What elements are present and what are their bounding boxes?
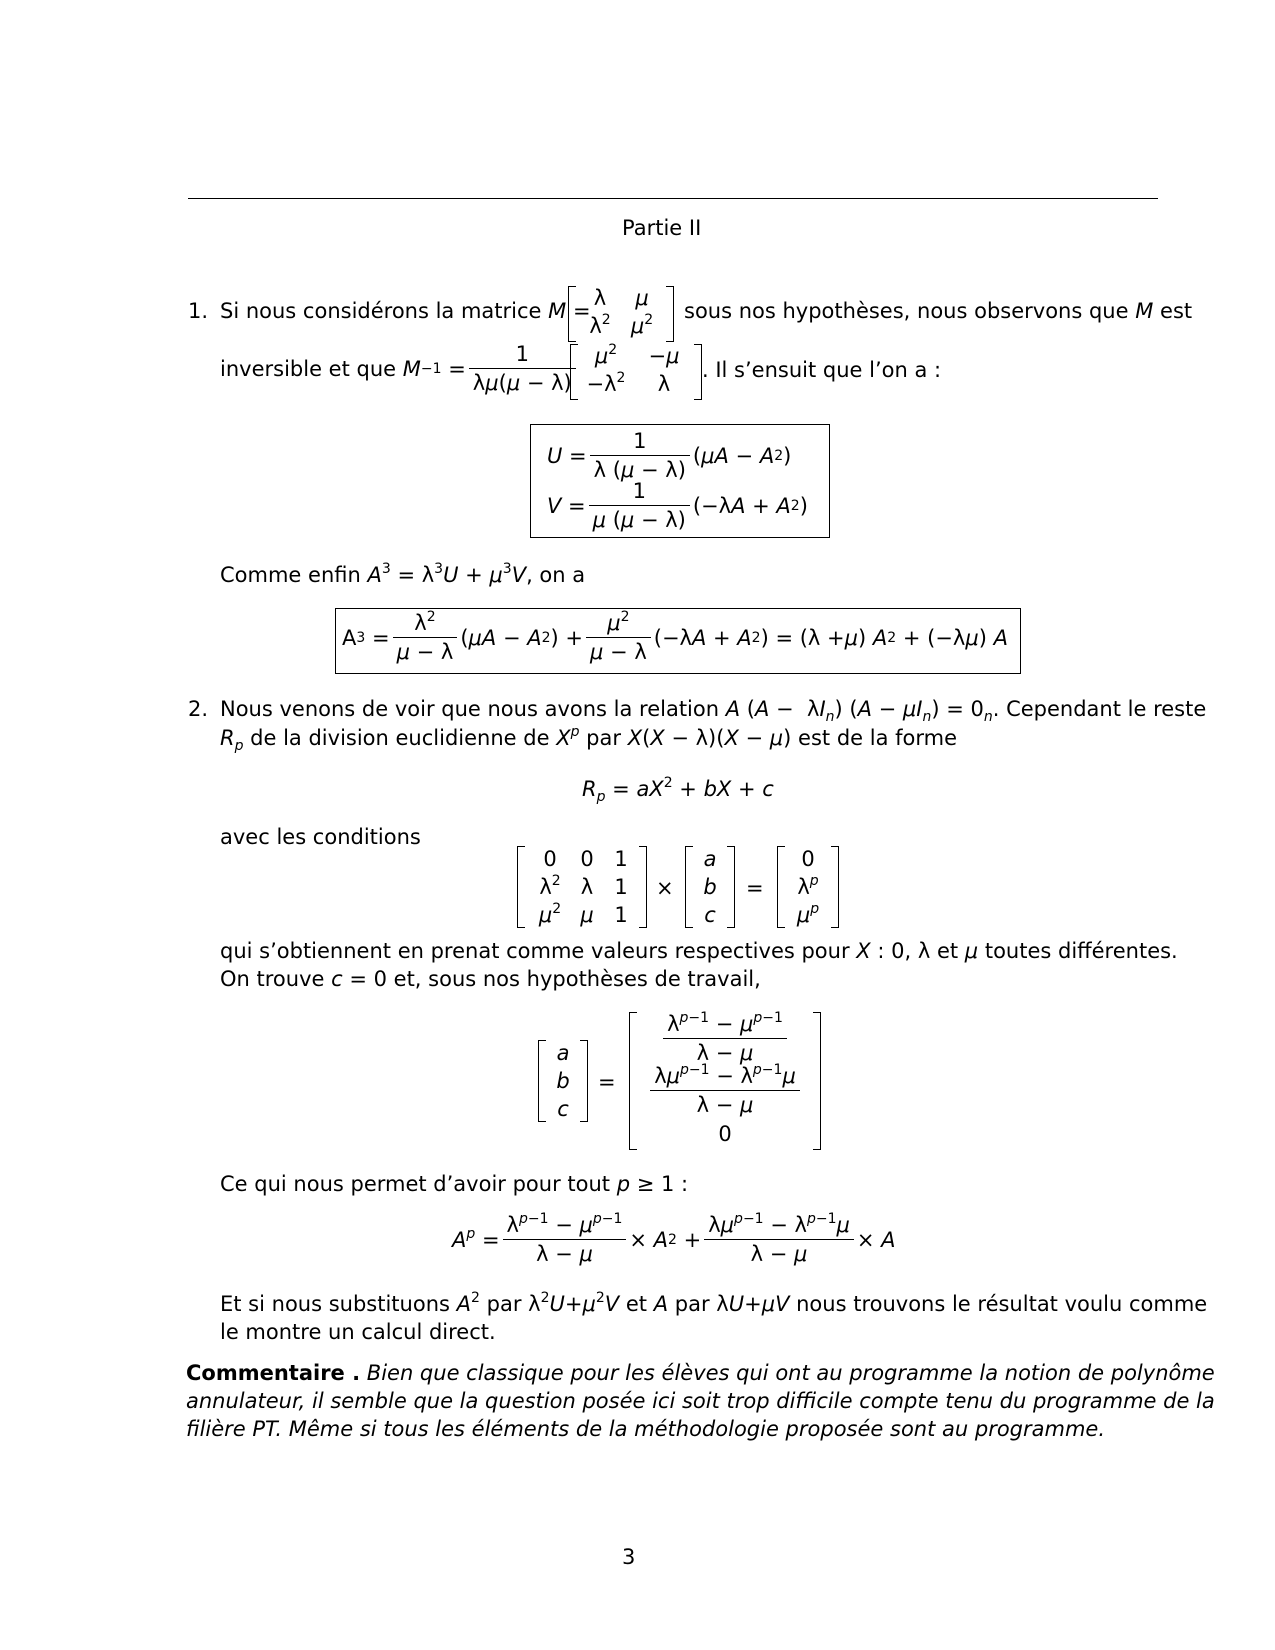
conditions-label: avec les conditions [220, 825, 421, 849]
formula-Ap: $A^p$ = $\frac{\lambda^{p-1} - \mu^{p-1}}{\lambda - \mu}$ × A 2 + $\frac{\lambda\mu^{p-1} - \lambda^{p-1}\mu}{\lambda - \mu}$ × A [452, 1211, 896, 1267]
times-sign: × [656, 876, 674, 900]
vector-abc: a b c [685, 846, 735, 928]
vector-abc-2: a b c [538, 1040, 588, 1122]
solution-b: $\frac{\lambda\mu^{p-1} - \lambda^{p-1}\mu}{\lambda - \mu}$ [629, 1064, 821, 1117]
q1-line1-after: sous nos hypothèses, nous observons que M est [684, 299, 1193, 323]
q2-subst-line1: Et si nous substituons $A^2$ par $\lambda^2U+\mu^2V$ et A par λU+μV nous trouvons le résultat voulu comme [220, 1290, 1208, 1316]
q1-line2: inversible et que M −1 = $\frac{1}{\lambda\mu(\mu - \lambda)}$ [220, 342, 579, 395]
comment-line2: annulateur, il semble que la question posée ici soit trop difficile compte tenu du programme de la [186, 1389, 1215, 1413]
matrix-M: λ μ $\lambda^2$ $\mu^2$ [568, 286, 674, 342]
q2-line2: $R_p$ de la division euclidienne de $X^p$ par X(X − λ)(X − μ) est de la forme [220, 724, 958, 754]
formula-V: V = $\frac{1}{\mu (\mu - \lambda)}$ (−λ A + A 2 ) [547, 479, 808, 533]
box-U-V [530, 424, 830, 538]
q2-on-trouve: On trouve c = 0 et, sous nos hypothèses de travail, [220, 967, 761, 991]
formula-U: U = $\frac{1}{\lambda (\mu - \lambda)}$ ( μ A − A 2 ) [547, 429, 792, 483]
q2-values-line: qui s’obtiennent en prenat comme valeurs respectives pour X : 0, λ et μ toutes différentes. [220, 939, 1178, 963]
solution-a: $\frac{\lambda^{p-1} - \mu^{p-1}}{\lambda - \mu}$ [629, 1012, 821, 1065]
comment-line3: filière PT. Même si tous les éléments de la méthodologie proposée sont au programme. [186, 1417, 1106, 1441]
q2-line1: Nous venons de voir que nous avons la relation A $(A - \lambda I_n)$ $(A - \mu I_n) = 0_n$. Cependant le reste [220, 697, 1207, 725]
header-rule [188, 198, 1158, 199]
vector-rhs: 0 $\lambda^p$ $\mu^p$ [777, 846, 839, 928]
page-number: 3 [622, 1545, 636, 1569]
box-A3 [335, 608, 1021, 674]
formula-Rp: $R_p = aX^2$ + bX + c [582, 775, 774, 805]
matrix-vandermonde: 0 0 1 $\lambda^2$ λ 1 $\mu^2$ μ 1 [517, 846, 647, 928]
solution-c: 0 [718, 1122, 732, 1146]
equals-sign-2: = [598, 1070, 616, 1094]
q2-permet: Ce qui nous permet d’avoir pour tout p ≥ 1 : [220, 1172, 689, 1196]
comment-line1: Commentaire . Bien que classique pour les élèves qui ont au programme la notion de polynôme [186, 1361, 1215, 1385]
q1-line2-after: . Il s’ensuit que l’on a : [702, 358, 942, 382]
matrix-M-inverse: $\mu^2$ −μ $-\lambda^2$ λ [570, 344, 702, 400]
q1-number: 1. [188, 299, 209, 323]
comment-label: Commentaire . [186, 1361, 361, 1385]
equals-sign: = [746, 876, 764, 900]
formula-A3: A 3 = $\frac{\lambda^2}{\mu - \lambda}$ ( μ A − A 2 ) + $\frac{\mu^2}{\mu - \lambda}$ (−λ A + A 2 ) = (λ + μ ) A 2 + (−λ μ ) A [342, 609, 1008, 665]
q1-line1-text: Si nous considérons la matrice M = [220, 299, 591, 323]
q2-number: 2. [188, 697, 209, 721]
q1-transition: Comme enfin $A^3 = \lambda^3U + \mu^3V$, on a [220, 561, 586, 587]
section-title: Partie II [622, 216, 702, 240]
q2-subst-line2: le montre un calcul direct. [220, 1320, 496, 1344]
inverse-factor-fraction: $\frac{1}{\lambda\mu(\mu - \lambda)}$ [469, 342, 576, 395]
solution-vector [629, 1012, 821, 1150]
